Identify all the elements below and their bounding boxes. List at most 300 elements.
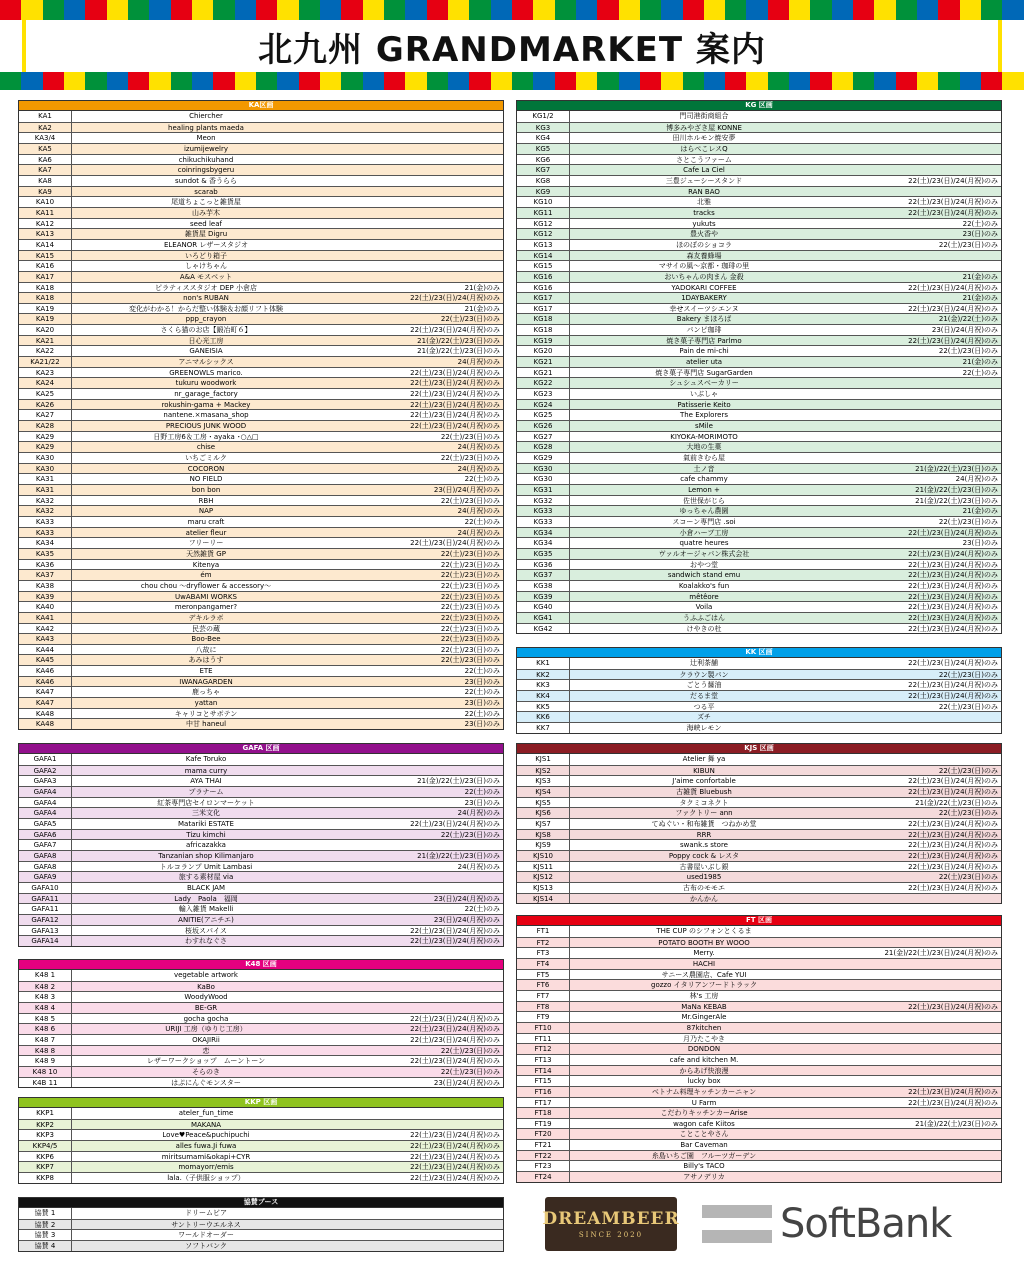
- table-row: [19, 303, 503, 314]
- booth-id: KJS13: [517, 883, 570, 893]
- table-row: [517, 1033, 1001, 1044]
- shop-name: 八故に: [195, 645, 217, 654]
- shop-name: Chiercher: [189, 112, 223, 120]
- shop-name: MAKANA: [190, 1120, 222, 1129]
- booth-id: KG4: [517, 133, 570, 143]
- booth-id: KA28: [19, 421, 72, 431]
- booth-id: KA43: [19, 634, 72, 644]
- booth-id: KKP2: [19, 1120, 72, 1130]
- booth-id: GAFA4: [19, 808, 72, 818]
- schedule: [838, 453, 1001, 463]
- stripe-bottom: [0, 72, 1024, 90]
- schedule: 23(日)/24(月祝)のみ: [433, 1078, 500, 1087]
- shop-name: MaNa KEBAB: [681, 1002, 727, 1011]
- table-row: [517, 1075, 1001, 1086]
- booth-id: KG22: [517, 378, 570, 388]
- shop-name: スコーン専門店 .soi: [672, 517, 736, 526]
- schedule: 21(金)のみ: [464, 304, 500, 313]
- shop-name: いぶしゃ: [690, 390, 718, 399]
- booth-id: KG1/2: [517, 111, 570, 122]
- shop-name: 焼き菓子専門店 Parlmo: [666, 336, 742, 345]
- booth-id: KA42: [19, 624, 72, 634]
- booth-id: KJS11: [517, 862, 570, 872]
- booth-id: FT4: [517, 959, 570, 969]
- shop-name: 森友養蜂場: [686, 251, 722, 260]
- booth-id: KG38: [517, 581, 570, 591]
- table-row: [19, 1208, 503, 1219]
- booth-id: GAFA1: [19, 754, 72, 765]
- shop-name: IWANAGARDEN: [179, 677, 233, 686]
- schedule: 22(土)/23(日)のみ: [440, 315, 500, 324]
- shop-name: だるま堂: [690, 691, 718, 700]
- table-row: [517, 969, 1001, 980]
- shop-name: scarab: [194, 187, 218, 196]
- booth-id: K4B 11: [19, 1078, 72, 1088]
- shop-name: BLACK JAM: [186, 883, 225, 892]
- shop-name: gocha gocha: [183, 1014, 229, 1023]
- table-row: [19, 818, 503, 829]
- table-row: [19, 548, 503, 559]
- table-row: [19, 654, 503, 665]
- booth-id: GAFA2: [19, 766, 72, 776]
- shop-name: The Explorers: [679, 411, 729, 420]
- table-row: [517, 569, 1001, 580]
- table-row: [19, 686, 503, 697]
- booth-id: 協賛 1: [19, 1208, 72, 1219]
- table-row: [517, 1139, 1001, 1150]
- booth-id: KK6: [517, 712, 570, 722]
- section-rows: [516, 110, 1002, 634]
- table-row: [19, 775, 503, 786]
- schedule: [340, 272, 503, 282]
- booth-id: KA9: [19, 187, 72, 197]
- schedule: 22(土)/23(日)のみ: [440, 581, 500, 590]
- table-row: [19, 409, 503, 420]
- shop-name: Voila: [695, 603, 713, 612]
- booth-id: KG42: [517, 624, 570, 634]
- table-row: [19, 970, 503, 981]
- booth-id: KG21: [517, 368, 570, 378]
- schedule: 22(土)/23(日)のみ: [440, 571, 500, 580]
- table-row: [517, 463, 1001, 474]
- schedule: [838, 1055, 1001, 1065]
- table-row: [517, 807, 1001, 818]
- section-ft: [516, 915, 1002, 1183]
- schedule: 22(土)/23(日)のみ: [938, 809, 998, 818]
- shop-name: はらぺこレスQ: [680, 144, 728, 153]
- booth-id: GAFA10: [19, 883, 72, 893]
- shop-name: gozzo イタリアンフードトラック: [651, 981, 757, 990]
- table-row: [19, 239, 503, 250]
- schedule: 22(土)/23(日)のみ: [938, 873, 998, 882]
- table-row: [19, 1034, 503, 1045]
- table-row: [517, 850, 1001, 861]
- schedule: [838, 1129, 1001, 1139]
- booth-id: KG18: [517, 325, 570, 335]
- booth-id: KK2: [517, 670, 570, 680]
- table-row: [517, 431, 1001, 442]
- shop-name: 博多みやざき屋 KONNE: [666, 123, 742, 132]
- table-row: [517, 164, 1001, 175]
- shop-name: 海峡レモン: [686, 723, 722, 732]
- booth-id: KA26: [19, 400, 72, 410]
- booth-id: KG33: [517, 517, 570, 527]
- booth-id: K48 2: [19, 982, 72, 992]
- table-row: [19, 516, 503, 527]
- shop-name: healing plants maeda: [168, 123, 244, 132]
- booth-id: KA13: [19, 229, 72, 239]
- table-row: [19, 1119, 503, 1130]
- table-row: [517, 527, 1001, 538]
- schedule: [340, 970, 503, 981]
- table-row: [19, 441, 503, 452]
- shop-name: ドリームビア: [185, 1209, 227, 1217]
- schedule: 22(土)/23(日)/24(月祝)のみ: [908, 1002, 998, 1011]
- schedule: 22(土)/23(日)のみ: [440, 613, 500, 622]
- schedule: 22(土)/23(日)/24(月祝)のみ: [908, 883, 998, 892]
- booth-id: KJS6: [517, 808, 570, 818]
- softbank-bars-icon: [702, 1205, 772, 1243]
- shop-name: cafe chammy: [680, 475, 728, 484]
- schedule: 22(土)/23(日)/24(月祝)のみ: [908, 862, 998, 871]
- booth-id: KG6: [517, 155, 570, 165]
- section-rows: [516, 657, 1002, 734]
- table-row: [517, 775, 1001, 786]
- schedule: 24(月祝)のみ: [457, 443, 500, 452]
- table-row: [517, 367, 1001, 378]
- shop-name: 大地の生菓: [686, 443, 722, 452]
- schedule: 22(土)/23(日)/24(月祝)のみ: [410, 368, 500, 377]
- table-row: [19, 527, 503, 538]
- schedule: 22(土)/23(日)/24(月祝)のみ: [410, 422, 500, 431]
- stripe-top: [0, 0, 1024, 20]
- booth-id: GAFA7: [19, 840, 72, 850]
- table-row: [19, 786, 503, 797]
- schedule: 22(土)/23(日)/24(月祝)のみ: [908, 592, 998, 601]
- booth-id: K48 1: [19, 970, 72, 981]
- shop-name: YADOKARI COFFEE: [671, 283, 737, 292]
- schedule: [340, 1120, 503, 1130]
- booth-id: KA33: [19, 517, 72, 527]
- table-row: [517, 282, 1001, 293]
- schedule: 21(金)/22(土)/23(日)のみ: [417, 336, 500, 345]
- booth-id: FT7: [517, 991, 570, 1001]
- shop-name: 三豊ジューシースタンド: [665, 176, 743, 185]
- schedule: [838, 432, 1001, 442]
- booth-id: KA33: [19, 528, 72, 538]
- table-row: [517, 196, 1001, 207]
- schedule: 22(土)のみ: [464, 517, 500, 526]
- schedule: [838, 144, 1001, 154]
- shop-name: ファクトリー ann: [675, 809, 733, 818]
- booth-id: KG26: [517, 421, 570, 431]
- booth-id: KA48: [19, 719, 72, 729]
- booth-id: FT16: [517, 1087, 570, 1097]
- schedule: [340, 992, 503, 1002]
- table-row: [19, 1002, 503, 1013]
- booth-id: KJS8: [517, 830, 570, 840]
- schedule: [340, 1003, 503, 1013]
- booth-id: FT5: [517, 970, 570, 980]
- section-header: KKP 区画: [18, 1097, 504, 1107]
- shop-name: Love♥Peace&puchipuchi: [162, 1131, 250, 1140]
- shop-name: rokushin-gama + Mackey: [161, 400, 251, 409]
- schedule: 22(土)/23(日)のみ: [440, 1067, 500, 1076]
- schedule: [340, 229, 503, 239]
- booth-id: KG16: [517, 272, 570, 282]
- table-row: [19, 218, 503, 229]
- table-row: [517, 990, 1001, 1001]
- table-row: [517, 420, 1001, 431]
- shop-name: WoodyWood: [184, 993, 228, 1002]
- shop-name: おやつ堂: [690, 560, 718, 569]
- schedule: [838, 1172, 1001, 1182]
- schedule: [838, 926, 1001, 937]
- booth-id: FT15: [517, 1076, 570, 1086]
- table-row: [19, 186, 503, 197]
- schedule: 22(土)/23(日)/24(月祝)のみ: [908, 851, 998, 860]
- booth-id: FT19: [517, 1119, 570, 1129]
- schedule: [340, 1241, 503, 1251]
- shop-name: sandwich stand emu: [667, 571, 741, 580]
- booth-id: KK5: [517, 702, 570, 712]
- booth-id: 協賛 4: [19, 1241, 72, 1251]
- booth-id: KJS7: [517, 819, 570, 829]
- booth-id: KA16: [19, 261, 72, 271]
- shop-name: 氣前きむら屋: [683, 454, 725, 462]
- schedule: 22(土)/23(日)/24(月祝)のみ: [410, 390, 500, 399]
- table-row: [517, 207, 1001, 218]
- schedule: [340, 840, 503, 850]
- schedule: 22(土)/23(日)/24(月祝)のみ: [410, 1173, 500, 1182]
- table-row: [19, 1219, 503, 1230]
- page-title: 北九州 GRANDMARKET 案内: [258, 29, 766, 70]
- shop-name: そらのき: [192, 1067, 220, 1076]
- schedule: 22(土)/23(日)のみ: [938, 240, 998, 249]
- schedule: [838, 1076, 1001, 1086]
- schedule: 23(日)のみ: [962, 230, 998, 239]
- table-row: [19, 893, 503, 904]
- schedule: 22(土)/23(日)/24(月祝)のみ: [908, 830, 998, 839]
- table-row: [19, 143, 503, 154]
- schedule: 23(日)のみ: [464, 720, 500, 729]
- table-row: [517, 591, 1001, 602]
- booth-id: KK1: [517, 658, 570, 669]
- booth-id: KG34: [517, 528, 570, 538]
- booth-id: KJS14: [517, 894, 570, 904]
- booth-id: KG27: [517, 432, 570, 442]
- dreambeer-logo: [542, 1197, 680, 1251]
- booth-id: KJS2: [517, 766, 570, 776]
- schedule: [340, 133, 503, 143]
- schedule: 21(金)/22(土)/23(日)のみ: [417, 777, 500, 786]
- table-row: [19, 797, 503, 808]
- table-row: [19, 861, 503, 872]
- table-row: [517, 271, 1001, 282]
- booth-id: FT14: [517, 1066, 570, 1076]
- booth-id: KJS1: [517, 754, 570, 765]
- schedule: [838, 165, 1001, 175]
- shop-name: わすれなぐさ: [185, 937, 227, 946]
- booth-id: KG17: [517, 293, 570, 303]
- table-row: [517, 356, 1001, 367]
- booth-id: K48 7: [19, 1035, 72, 1045]
- schedule: [340, 219, 503, 229]
- table-row: [19, 708, 503, 719]
- shop-name: 中甘 haneul: [185, 720, 227, 729]
- booth-id: KA17: [19, 272, 72, 282]
- schedule: [838, 251, 1001, 261]
- table-row: [19, 829, 503, 840]
- booth-id: FT12: [517, 1044, 570, 1054]
- schedule: [838, 123, 1001, 133]
- table-row: [19, 1161, 503, 1172]
- schedule: 21(金)/22(土)/23(日)のみ: [915, 496, 998, 505]
- booth-id: FT21: [517, 1140, 570, 1150]
- booth-id: FT8: [517, 1002, 570, 1012]
- schedule: [838, 754, 1001, 765]
- booth-id: KA6: [19, 155, 72, 165]
- shop-name: Lady Paola 福岡: [174, 894, 238, 903]
- table-row: [19, 388, 503, 399]
- shop-name: 三米文化: [192, 809, 220, 818]
- booth-id: FT1: [517, 926, 570, 937]
- booth-id: KA40: [19, 602, 72, 612]
- shop-name: Tanzanian shop Kilimanjaro: [158, 851, 254, 860]
- booth-id: FT9: [517, 1012, 570, 1022]
- shop-name: KIYOKA-MORIMOTO: [670, 432, 738, 441]
- schedule: 24(月祝)のみ: [457, 862, 500, 871]
- schedule: [340, 1230, 503, 1240]
- booth-id: KG3: [517, 123, 570, 133]
- dreambeer-since: SINCE 2020: [578, 1231, 644, 1239]
- table-row: [19, 1077, 503, 1088]
- booth-id: KG39: [517, 592, 570, 602]
- shop-name: lala.（子供服ショップ）: [167, 1173, 245, 1182]
- booth-id: KA20: [19, 325, 72, 335]
- table-row: [19, 623, 503, 634]
- shop-name: ピラティススタジオ DEP 小倉店: [155, 283, 257, 292]
- schedule: 22(土)/23(日)/24(月祝)のみ: [410, 1131, 500, 1140]
- shop-name: トルコランプ Umit Lambasi: [159, 862, 253, 871]
- table-row: [517, 239, 1001, 250]
- table-row: [19, 313, 503, 324]
- shop-name: しゃけちゃん: [185, 262, 227, 271]
- table-row: [517, 186, 1001, 197]
- table-row: [517, 623, 1001, 634]
- table-row: [19, 271, 503, 282]
- booth-id: KA30: [19, 464, 72, 474]
- shop-name: mêtêore: [689, 592, 719, 601]
- booth-id: 協賛 2: [19, 1220, 72, 1230]
- shop-name: bon bon: [191, 485, 221, 494]
- schedule: 21(金)/22(土)/23(日)/24(月祝)のみ: [884, 949, 998, 958]
- section-k48: [18, 959, 504, 1088]
- table-row: [517, 1022, 1001, 1033]
- schedule: 22(土)/23(日)/24(月祝)のみ: [410, 379, 500, 388]
- shop-name: 日野工房6＆工房・ayaka ･○△□: [153, 432, 259, 441]
- schedule: [838, 421, 1001, 431]
- shop-name: 北雅: [697, 198, 711, 207]
- softbank-name: SoftBank: [780, 1201, 952, 1247]
- table-row: [517, 701, 1001, 712]
- schedule: 22(土)/23(日)のみ: [440, 1046, 500, 1055]
- table-row: [517, 722, 1001, 733]
- booth-id: KG30: [517, 464, 570, 474]
- booth-id: KG24: [517, 400, 570, 410]
- booth-id: KA5: [19, 144, 72, 154]
- booth-id: KA18: [19, 293, 72, 303]
- table-row: [19, 718, 503, 729]
- schedule: 22(土)/23(日)/24(月祝)のみ: [908, 336, 998, 345]
- schedule: 22(土)/23(日)/24(月祝)のみ: [908, 691, 998, 700]
- booth-id: KG8: [517, 176, 570, 186]
- schedule: 22(土)/23(日)/24(月祝)のみ: [908, 787, 998, 796]
- table-row: [517, 818, 1001, 829]
- table-row: [517, 1128, 1001, 1139]
- table-row: [19, 765, 503, 776]
- table-row: [517, 516, 1001, 527]
- booth-id: KA21/22: [19, 357, 72, 367]
- table-row: [19, 452, 503, 463]
- schedule: [838, 133, 1001, 143]
- schedule: [340, 251, 503, 261]
- schedule: 22(土)/23(日)/24(月祝)のみ: [410, 1025, 500, 1034]
- shop-name: alles fuwa.Ji fuwa: [175, 1141, 237, 1150]
- table-row: [517, 111, 1001, 122]
- booth-id: KG12: [517, 229, 570, 239]
- shop-name: アサノデリカ: [683, 1173, 725, 1182]
- booth-id: KJS5: [517, 798, 570, 808]
- shop-name: maru craft: [187, 517, 225, 526]
- booth-id: KG5: [517, 144, 570, 154]
- table-row: [517, 473, 1001, 484]
- booth-id: KA15: [19, 251, 72, 261]
- booth-id: GAFA3: [19, 776, 72, 786]
- table-row: [19, 164, 503, 175]
- booth-id: KG9: [517, 187, 570, 197]
- shop-name: ETE: [199, 667, 213, 676]
- booth-id: KJS12: [517, 872, 570, 882]
- booth-id: KA46: [19, 677, 72, 687]
- shop-name: UwABAMI WORKS: [175, 592, 237, 601]
- schedule: 22(土)/23(日)/24(月祝)のみ: [410, 937, 500, 946]
- shop-name: NO FIELD: [189, 475, 223, 484]
- table-row: [19, 260, 503, 271]
- shop-name: POTATO BOOTH BY WOOO: [658, 938, 750, 947]
- schedule: 22(土)/23(日)のみ: [938, 670, 998, 679]
- schedule: 23(日)/24(月祝)のみ: [931, 326, 998, 335]
- shop-name: NAP: [198, 507, 214, 516]
- schedule: 22(土)/23(日)のみ: [440, 624, 500, 633]
- schedule: 22(土)/23(日)/24(月祝)のみ: [908, 624, 998, 633]
- booth-id: KG16: [517, 283, 570, 293]
- table-row: [517, 765, 1001, 776]
- table-row: [517, 132, 1001, 143]
- booth-id: KG13: [517, 240, 570, 250]
- shop-name: サニース農園店、Cafe YUI: [661, 970, 747, 979]
- shop-name: sMile: [695, 422, 713, 431]
- booth-id: KKP8: [19, 1173, 72, 1183]
- schedule: 22(土)のみ: [464, 905, 500, 914]
- booth-id: KA37: [19, 570, 72, 580]
- table-row: [517, 441, 1001, 452]
- table-row: [517, 979, 1001, 990]
- shop-name: 門司港街商組合: [679, 112, 729, 120]
- booth-id: 協賛 3: [19, 1230, 72, 1240]
- schedule: 22(土)/23(日)/24(月祝)のみ: [410, 1035, 500, 1044]
- table-row: [19, 807, 503, 818]
